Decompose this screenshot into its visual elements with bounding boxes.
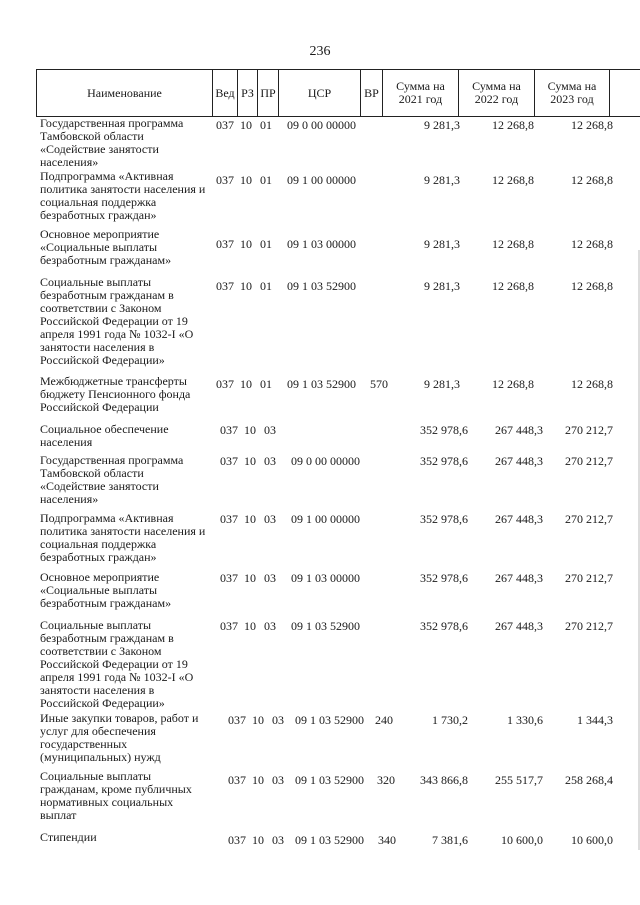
row-pr: 03 [264,454,276,468]
row-sum-2023: 258 268,4 [565,773,613,787]
row-sum-2022: 12 268,8 [492,279,534,293]
row-name: Социальные выплаты безработным гражданам в соответствии с Законом Российской Федерации от 19 апреля 1991 года № 1032-I «О занятости населения в Российской Федерации» [40,618,194,710]
row-sum-2022: 1 330,6 [507,713,543,727]
row-name: Социальное обеспечение населения [40,422,169,449]
row-sum-2021: 7 381,6 [432,833,468,847]
row-sum-2023: 270 212,7 [565,454,613,468]
row-csr: 09 1 03 00000 [287,237,356,251]
row-pr: 01 [260,173,272,187]
row-rz: 10 [240,237,252,251]
row-sum-2022: 12 268,8 [492,377,534,391]
row-sum-2021: 1 730,2 [432,713,468,727]
row-ved: 037 [216,279,234,293]
table-header [36,69,640,117]
row-sum-2023: 12 268,8 [571,279,613,293]
row-rz: 10 [244,571,256,585]
row-sum-2022: 12 268,8 [492,237,534,251]
row-pr: 03 [272,773,284,787]
row-ved: 037 [228,713,246,727]
row-ved: 037 [216,173,234,187]
row-rz: 10 [240,377,252,391]
row-ved: 037 [220,512,238,526]
row-sum-2023: 270 212,7 [565,571,613,585]
row-ved: 037 [228,833,246,847]
row-sum-2021: 352 978,6 [420,619,468,633]
row-sum-2023: 12 268,8 [571,118,613,132]
row-sum-2021: 352 978,6 [420,512,468,526]
row-sum-2022: 267 448,3 [495,454,543,468]
row-ved: 037 [220,571,238,585]
row-sum-2023: 10 600,0 [571,833,613,847]
header-sum-2021: Сумма на 2021 год [382,70,458,116]
row-rz: 10 [252,833,264,847]
row-vr: 320 [377,773,395,787]
row-vr: 240 [375,713,393,727]
row-name: Основное мероприятие «Социальные выплаты безработным гражданам» [40,227,172,267]
row-sum-2023: 270 212,7 [565,423,613,437]
row-name: Социальные выплаты гражданам, кроме публичных нормативных социальных выплат [40,769,192,822]
row-csr: 09 0 00 00000 [287,118,356,132]
row-csr: 09 1 00 00000 [287,173,356,187]
row-sum-2021: 9 281,3 [424,237,460,251]
row-name: Подпрограмма «Активная политика занятости населения и социальная поддержка безработных граждан» [40,169,206,222]
row-rz: 10 [240,118,252,132]
row-pr: 03 [272,833,284,847]
row-sum-2022: 10 600,0 [501,833,543,847]
row-sum-2022: 267 448,3 [495,619,543,633]
header-name: Наименование [36,70,212,116]
row-ved: 037 [220,454,238,468]
row-rz: 10 [244,512,256,526]
row-sum-2023: 1 344,3 [577,713,613,727]
row-pr: 03 [272,713,284,727]
row-pr: 03 [264,571,276,585]
row-sum-2023: 12 268,8 [571,377,613,391]
row-vr: 570 [370,377,388,391]
row-sum-2021: 352 978,6 [420,423,468,437]
header-pr: ПР [257,70,278,116]
row-rz: 10 [240,173,252,187]
row-name: Межбюджетные трансферты бюджету Пенсионного фонда Российской Федерации [40,374,191,414]
row-csr: 09 1 03 52900 [295,713,364,727]
row-csr: 09 1 03 52900 [287,279,356,293]
row-name: Основное мероприятие «Социальные выплаты безработным гражданам» [40,570,172,610]
row-name: Подпрограмма «Активная политика занятости населения и социальная поддержка безработных граждан» [40,511,206,564]
row-csr: 09 1 03 52900 [295,773,364,787]
row-ved: 037 [220,619,238,633]
row-pr: 01 [260,118,272,132]
row-vr: 340 [378,833,396,847]
row-sum-2023: 12 268,8 [571,237,613,251]
row-sum-2021: 352 978,6 [420,454,468,468]
row-pr: 03 [264,619,276,633]
row-csr: 09 1 03 00000 [291,571,360,585]
header-sum-2023: Сумма на 2023 год [534,70,610,116]
row-rz: 10 [244,423,256,437]
row-name: Социальные выплаты безработным гражданам в соответствии с Законом Российской Федерации от 19 апреля 1991 года № 1032-I «О занятости населения в Российской Федерации» [40,275,194,367]
row-sum-2021: 9 281,3 [424,377,460,391]
header-ved: Вед [212,70,237,116]
row-sum-2022: 267 448,3 [495,571,543,585]
row-ved: 037 [216,118,234,132]
row-pr: 01 [260,377,272,391]
row-ved: 037 [220,423,238,437]
page-number: 236 [309,44,331,59]
row-ved: 037 [216,237,234,251]
row-sum-2022: 267 448,3 [495,423,543,437]
header-vr: ВР [360,70,382,116]
header-csr: ЦСР [278,70,360,116]
header-rz: РЗ [237,70,257,116]
row-rz: 10 [240,279,252,293]
row-sum-2021: 9 281,3 [424,279,460,293]
row-sum-2023: 12 268,8 [571,173,613,187]
row-name: Иные закупки товаров, работ и услуг для обеспечения государственных (муниципальных) нужд [40,711,199,764]
row-csr: 09 1 03 52900 [291,619,360,633]
row-pr: 03 [264,512,276,526]
row-sum-2023: 270 212,7 [565,619,613,633]
row-ved: 037 [216,377,234,391]
row-rz: 10 [244,619,256,633]
row-rz: 10 [252,713,264,727]
row-csr: 09 1 03 52900 [287,377,356,391]
row-sum-2022: 12 268,8 [492,173,534,187]
row-sum-2021: 352 978,6 [420,571,468,585]
row-rz: 10 [244,454,256,468]
row-sum-2022: 12 268,8 [492,118,534,132]
row-ved: 037 [228,773,246,787]
row-sum-2022: 255 517,7 [495,773,543,787]
row-pr: 03 [264,423,276,437]
row-rz: 10 [252,773,264,787]
row-sum-2022: 267 448,3 [495,512,543,526]
row-sum-2021: 9 281,3 [424,173,460,187]
row-sum-2021: 9 281,3 [424,118,460,132]
row-pr: 01 [260,237,272,251]
row-sum-2021: 343 866,8 [420,773,468,787]
row-csr: 09 1 03 52900 [295,833,364,847]
row-name: Государственная программа Тамбовской области «Содействие занятости населения» [40,453,184,506]
row-pr: 01 [260,279,272,293]
row-csr: 09 0 00 00000 [291,454,360,468]
row-name: Государственная программа Тамбовской области «Содействие занятости населения» [40,116,184,169]
header-sum-2022: Сумма на 2022 год [458,70,534,116]
row-name: Стипендии [40,830,97,844]
row-csr: 09 1 00 00000 [291,512,360,526]
row-sum-2023: 270 212,7 [565,512,613,526]
